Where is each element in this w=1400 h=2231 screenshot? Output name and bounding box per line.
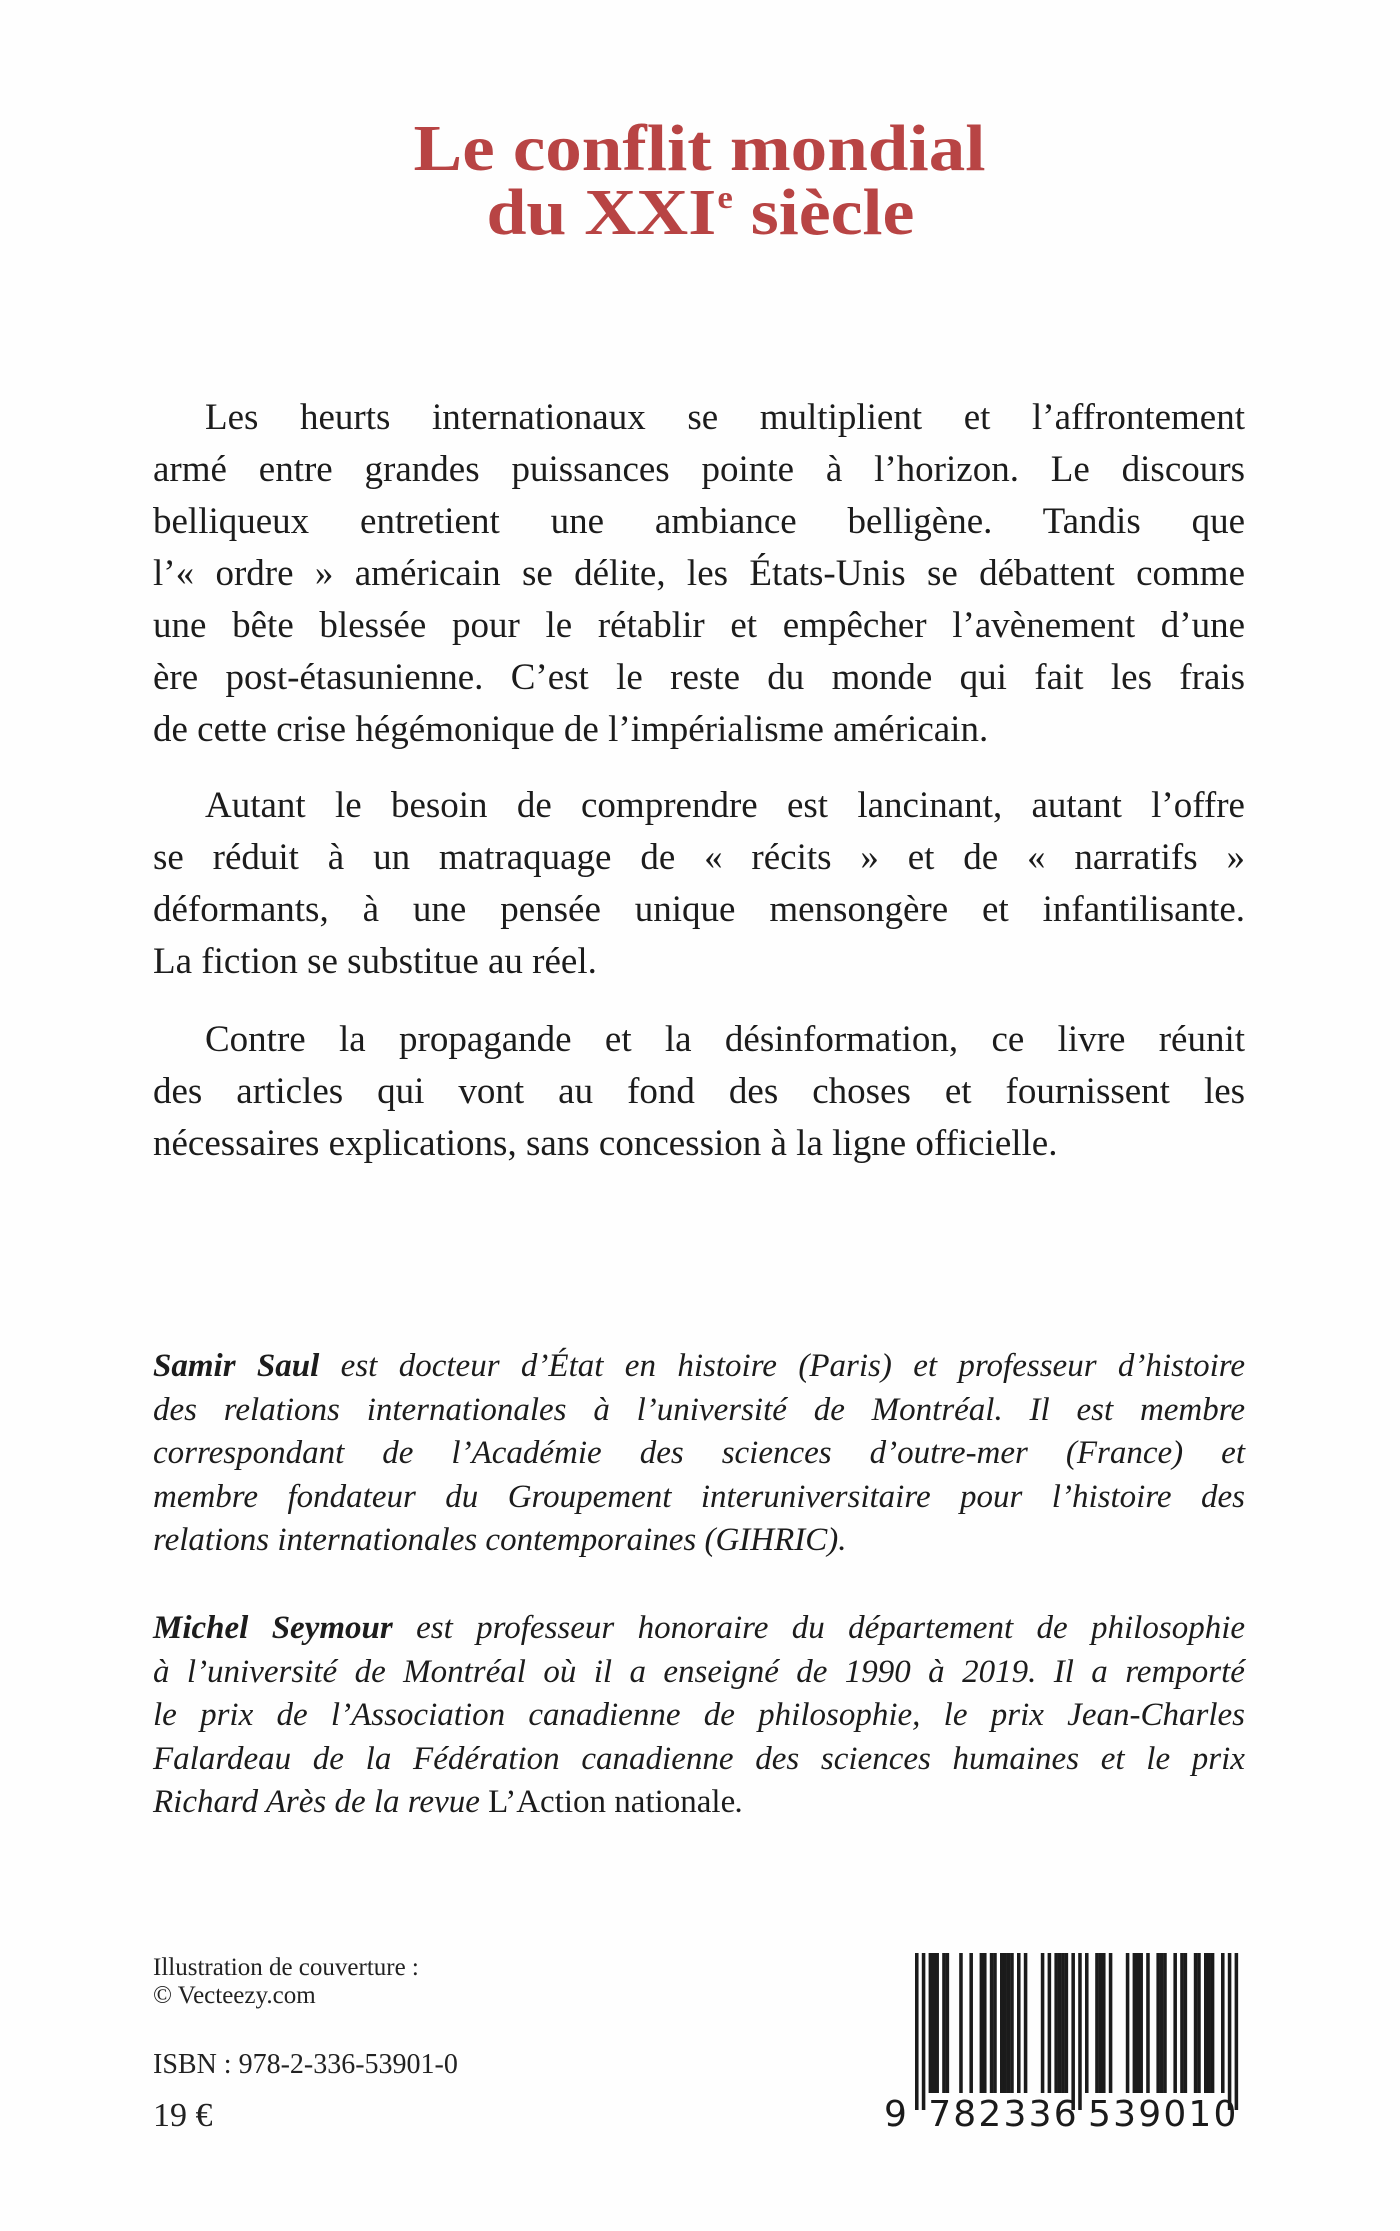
barcode-bar <box>1095 1953 1099 2093</box>
summary-line <box>153 1124 1245 1164</box>
barcode-bar <box>1173 1953 1177 2093</box>
barcode-bar <box>1024 1953 1028 2093</box>
summary-line <box>205 398 1245 438</box>
summary-line <box>205 786 1245 826</box>
barcode-bar <box>922 1953 926 2110</box>
summary-line <box>153 502 1245 542</box>
barcode-bar <box>1136 1953 1140 2093</box>
barcode-bar <box>1207 1953 1211 2093</box>
barcode-bar <box>1221 1953 1225 2093</box>
book-title-line-2: du XXIe siècle <box>485 176 914 249</box>
barcode-bar <box>993 1953 997 2093</box>
summary-line <box>153 658 1245 698</box>
illustration-credit-label: Illustration de couverture : <box>153 1954 419 1981</box>
summary-line <box>153 1072 1245 1112</box>
summary-line <box>153 942 1245 982</box>
barcode-bar <box>959 1953 963 2093</box>
summary-line <box>153 450 1245 490</box>
superscript-e: e <box>716 179 733 215</box>
barcode-bar <box>1184 1953 1188 2093</box>
barcode-bar <box>1194 1953 1198 2093</box>
barcode-bar <box>1041 1953 1045 2093</box>
summary-line-text: armé entre grandes puissances pointe à l’horizon. Le discours <box>153 449 1245 490</box>
barcode-bar <box>1133 1953 1137 2093</box>
summary-line <box>153 890 1245 930</box>
barcode-bar <box>1204 1953 1208 2093</box>
barcode-bar <box>1048 1953 1052 2093</box>
barcode-bar <box>946 1953 950 2093</box>
author-bio-line: Richard Arès de la revue L’Action nationale. <box>153 1784 744 1820</box>
summary-line <box>205 1020 1245 1060</box>
illustration-credit-source: © Vecteezy.com <box>153 1982 316 2009</box>
summary-line <box>153 838 1245 878</box>
summary-line-text: de cette crise hégémonique de l’impérialisme américain. <box>153 709 989 750</box>
summary-line-text: Autant le besoin de comprendre est lancinant, autant l’offre <box>205 785 1245 826</box>
barcode-bar <box>1078 1953 1082 2110</box>
summary-line-text: ère post-étasunienne. C’est le reste du monde qui fait les frais <box>153 657 1246 698</box>
author-bio-first-line: Samir Saul est docteur d’État en histoire (Paris) et professeur d’histoire <box>153 1348 1246 1384</box>
barcode-bar <box>1139 1953 1143 2093</box>
barcode-bar <box>1160 1953 1164 2093</box>
barcode-bar <box>1197 1953 1201 2093</box>
author-bio-line: le prix de l’Association canadienne de philosophie, le prix Jean-Charles <box>153 1697 1245 1733</box>
barcode-bar <box>1058 1953 1062 2093</box>
barcode-bar <box>1163 1953 1167 2093</box>
barcode-bar <box>1007 1953 1011 2093</box>
summary-line-text: La fiction se substitue au réel. <box>153 941 597 982</box>
author-name: Michel Seymour <box>153 1610 393 1646</box>
summary-line-text: une bête blessée pour le rétablir et empêcher l’avènement d’une <box>153 605 1246 646</box>
journal-title: L’Action nationale <box>488 1784 736 1820</box>
barcode-bar <box>1156 1953 1160 2093</box>
barcode-bar <box>1017 1953 1021 2093</box>
barcode-bar <box>1126 1953 1130 2093</box>
barcode-bar <box>969 1953 973 2093</box>
book-title-line-1: Le conflit mondial <box>414 112 986 185</box>
barcode-bar <box>1109 1953 1113 2093</box>
summary-line-text: Contre la propagande et la désinformation, ce livre réunit <box>205 1019 1246 1060</box>
summary-line-text: déformants, à une pensée unique mensongère et infantilisante. <box>153 889 1246 930</box>
barcode-bar <box>942 1953 946 2093</box>
barcode-bar <box>1054 1953 1058 2093</box>
barcode-bar <box>915 1953 919 2110</box>
barcode-bar <box>1061 1953 1065 2093</box>
barcode-digits: 9 <box>884 2094 910 2135</box>
barcode-bar <box>1180 1953 1184 2093</box>
summary-line-text: l’« ordre » américain se délite, les États-Unis se débattent comme <box>153 553 1246 594</box>
isbn-barcode <box>880 1945 1250 2135</box>
barcode-digits: 539010 <box>1088 2094 1239 2135</box>
summary-line-text: belliqueux entretient une ambiance belligène. Tandis que <box>153 501 1246 542</box>
summary-line-text: nécessaires explications, sans concession à la ligne officielle. <box>153 1123 1058 1164</box>
barcode-bar <box>1010 1953 1014 2093</box>
barcode-bar <box>1065 1953 1069 2093</box>
summary-line <box>153 710 1245 750</box>
barcode-bar <box>1099 1953 1103 2093</box>
barcode-bar <box>1146 1953 1150 2093</box>
barcode-bar <box>980 1953 984 2093</box>
barcode-bar <box>1071 1953 1075 2110</box>
isbn: ISBN : 978-2-336-53901-0 <box>153 2049 458 2080</box>
barcode-bar <box>983 1953 987 2093</box>
author-bio-line: à l’université de Montréal où il a enseigné de 1990 à 2019. Il a remporté <box>153 1653 1245 1690</box>
author-bio-first-line: Michel Seymour est professeur honoraire du département de philosophie <box>153 1610 1246 1646</box>
barcode-bar <box>1102 1953 1106 2093</box>
summary-line <box>153 606 1245 646</box>
barcode-bar <box>1000 1953 1004 2093</box>
barcode-bar <box>1228 1953 1232 2110</box>
author-bio-line: des relations internationales à l’université de Montréal. Il est membre <box>153 1391 1246 1428</box>
author-bio-line: membre fondateur du Groupement interuniversitaire pour l’histoire des <box>153 1478 1245 1515</box>
summary-line-text: se réduit à un matraquage de « récits » et de « narratifs » <box>153 837 1245 878</box>
barcode-bar <box>935 1953 939 2093</box>
author-bio-line: correspondant de l’Académie des sciences d’outre-mer (France) et <box>153 1435 1245 1471</box>
barcode-bar <box>990 1953 994 2093</box>
barcode-bar <box>932 1953 936 2093</box>
barcode-bar <box>1085 1953 1089 2093</box>
barcode-bar <box>1211 1953 1215 2093</box>
barcode-bar <box>929 1953 933 2093</box>
author-bio-line: Falardeau de la Fédération canadienne des sciences humaines et le prix <box>153 1740 1245 1777</box>
summary-line-text: Les heurts internationaux se multiplient et l’affrontement <box>205 397 1245 438</box>
summary-line <box>153 554 1245 594</box>
price: 19 € <box>153 2097 213 2134</box>
author-bio-line: relations internationales contemporaines (GIHRIC). <box>153 1522 847 1558</box>
author-name: Samir Saul <box>153 1348 320 1384</box>
barcode-bar <box>1003 1953 1007 2093</box>
summary-line-text: des articles qui vont au fond des choses et fournissent les <box>153 1071 1246 1112</box>
barcode-bar <box>1235 1953 1239 2110</box>
barcode-digits: 782336 <box>928 2094 1079 2135</box>
